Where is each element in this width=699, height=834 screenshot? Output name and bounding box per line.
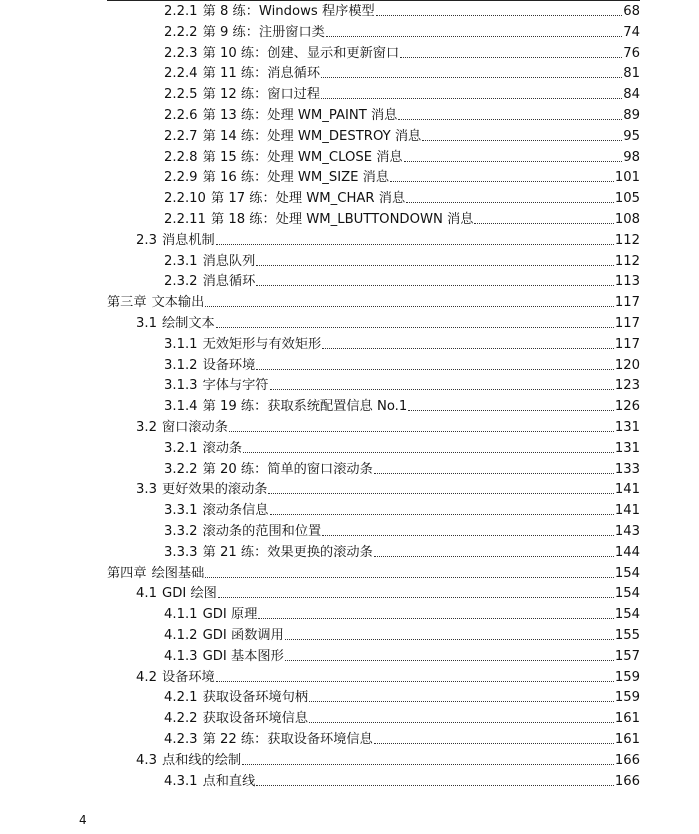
toc-dot-leader	[205, 306, 614, 307]
toc-entry-page: 155	[614, 628, 640, 643]
toc-entry-page: 154	[614, 607, 640, 623]
toc-entry-title: 获取设备环境句柄	[202, 690, 309, 706]
toc-entry-number: 4.1.3	[164, 648, 198, 664]
toc-dot-leader	[258, 618, 613, 619]
toc-entry-number: 2.2.4	[164, 66, 198, 82]
toc-entry-title: 滚动条的范围和位置	[202, 524, 322, 539]
toc-entry-page: 117	[614, 336, 640, 352]
toc-dot-leader	[285, 660, 614, 661]
toc-entry-number: 3.3.3	[164, 544, 198, 560]
toc-entry[interactable]	[164, 771, 640, 791]
toc-entry[interactable]	[164, 209, 640, 229]
toc-entry-number: 4.1	[136, 586, 157, 602]
toc-entry-page: 81	[623, 66, 640, 82]
toc-entry-title: 滚动条信息	[202, 503, 269, 519]
toc-entry[interactable]	[136, 479, 640, 499]
toc-entry-number: 3.1.1	[164, 336, 198, 352]
toc-entry[interactable]	[107, 563, 640, 583]
toc-entry[interactable]	[164, 604, 640, 624]
toc-entry-title: GDI 原理	[202, 607, 258, 623]
toc-entry[interactable]	[164, 1, 640, 21]
toc-entry[interactable]	[136, 583, 640, 603]
toc-entry-title: GDI 基本图形	[202, 648, 284, 664]
toc-entry-page: 117	[614, 316, 640, 331]
toc-dot-leader	[422, 140, 622, 141]
toc-entry-title: 窗口滚动条	[161, 420, 228, 435]
toc-entry-title: 第 9 练：注册窗口类	[202, 24, 325, 40]
toc-entry-title: 文本输出	[151, 295, 205, 311]
toc-entry-page: 98	[623, 149, 640, 165]
toc-entry-page: 95	[623, 128, 640, 144]
toc-entry-page: 161	[614, 711, 640, 727]
page-number: 4	[79, 813, 87, 827]
toc-entry[interactable]	[136, 313, 640, 333]
toc-entry[interactable]	[164, 271, 640, 291]
toc-entry-page: 154	[614, 586, 640, 602]
toc-entry-number: 2.2.8	[164, 149, 198, 165]
toc-entry[interactable]	[164, 500, 640, 520]
toc-dot-leader	[406, 202, 614, 203]
toc-entry-number: 2.2.9	[164, 170, 198, 186]
toc-entry[interactable]	[164, 708, 640, 728]
toc-entry-title: 无效矩形与有效矩形	[202, 336, 322, 352]
toc-entry-title: 第 19 练：获取系统配置信息 No.1	[202, 399, 408, 415]
toc-entry-number: 3.3.2	[164, 524, 198, 539]
toc-entry-title: 第 20 练：简单的窗口滚动条	[202, 461, 373, 477]
toc-entry[interactable]	[164, 167, 640, 187]
toc-entry-page: 120	[614, 357, 640, 373]
toc-entry-page: 123	[614, 378, 640, 394]
toc-entry[interactable]	[136, 230, 640, 250]
toc-entry-title: 第 16 练：处理 WM_SIZE 消息	[202, 170, 390, 186]
toc-entry[interactable]	[164, 84, 640, 104]
toc-entry[interactable]	[136, 750, 640, 770]
toc-entry-page: 105	[614, 191, 640, 207]
toc-entry-page: 126	[614, 399, 640, 415]
toc-entry[interactable]	[164, 43, 640, 63]
toc-entry-page: 101	[614, 170, 640, 186]
toc-dot-leader	[400, 57, 622, 58]
toc-entry-page: 76	[623, 45, 640, 61]
toc-entry-number: 2.3.1	[164, 253, 198, 269]
toc-dot-leader	[374, 743, 614, 744]
toc-entry[interactable]	[107, 292, 640, 312]
toc-entry-number: 2.3	[136, 232, 157, 248]
toc-entry-number: 2.2.11	[164, 212, 206, 227]
toc-dot-leader	[256, 285, 614, 286]
toc-entry-title: 第 11 练：消息循环	[202, 66, 321, 82]
toc-dot-leader	[256, 785, 614, 786]
toc-dot-leader	[256, 265, 614, 266]
toc-entry-title: 消息机制	[161, 232, 215, 248]
toc-entry-title: 获取设备环境信息	[202, 711, 309, 727]
toc-dot-leader	[322, 348, 614, 349]
toc-dot-leader	[216, 244, 614, 245]
toc-dot-leader	[216, 327, 614, 328]
toc-entry-number: 2.2.1	[164, 4, 198, 19]
toc-entry-title: 滚动条	[202, 440, 243, 456]
toc-dot-leader	[268, 493, 613, 494]
toc-entry[interactable]	[164, 459, 640, 479]
toc-entry-title: 第 10 练：创建、显示和更新窗口	[202, 45, 400, 61]
toc-entry-number: 3.3	[136, 482, 157, 498]
toc-entry-number: 4.3.1	[164, 773, 198, 789]
toc-entry-number: 3.2	[136, 420, 157, 435]
toc-entry-title: 第 12 练：窗口过程	[202, 87, 321, 103]
toc-dot-leader	[322, 535, 614, 536]
toc-entry-page: 112	[614, 253, 640, 269]
toc-entry-title: 第 13 练：处理 WM_PAINT 消息	[202, 108, 398, 123]
toc-entry-title: 消息队列	[202, 253, 256, 269]
toc-entry-page: 113	[614, 274, 640, 290]
toc-dot-leader	[408, 410, 614, 411]
toc-entry-number: 2.2.3	[164, 45, 198, 61]
toc-entry[interactable]	[164, 646, 640, 666]
toc-entry-title: 第 17 练：处理 WM_CHAR 消息	[210, 191, 406, 207]
toc-entry-page: 141	[614, 482, 640, 498]
toc-entry[interactable]	[164, 126, 640, 146]
toc-dot-leader	[270, 389, 614, 390]
toc-dot-leader	[474, 223, 613, 224]
toc-entry[interactable]	[164, 521, 640, 541]
toc-entry-title: 第 14 练：处理 WM_DESTROY 消息	[202, 128, 422, 144]
toc-entry-title: GDI 函数调用	[202, 628, 284, 643]
toc-dot-leader	[376, 15, 623, 16]
toc-dot-leader	[321, 77, 622, 78]
toc-entry[interactable]	[164, 542, 640, 562]
toc-dot-leader	[218, 597, 614, 598]
toc-entry-page: 166	[614, 773, 640, 789]
toc-entry-number: 4.2.2	[164, 711, 198, 727]
toc-dot-leader	[326, 36, 622, 37]
toc-entry-number: 4.3	[136, 752, 157, 768]
toc-entry-title: 第 8 练：Windows 程序模型	[202, 4, 375, 19]
toc-dot-leader	[374, 556, 614, 557]
toc-entry[interactable]	[136, 667, 640, 687]
toc-dot-leader	[270, 514, 614, 515]
toc-entry-number: 3.1.2	[164, 357, 198, 373]
toc-dot-leader	[390, 181, 614, 182]
toc-entry-page: 161	[614, 732, 640, 747]
toc-entry-page: 143	[614, 524, 640, 539]
toc-dot-leader	[321, 98, 622, 99]
toc-entry-title: 字体与字符	[202, 378, 269, 394]
toc-entry[interactable]	[164, 375, 640, 395]
toc-entry-page: 144	[614, 544, 640, 560]
toc-entry-number: 2.2.2	[164, 24, 198, 40]
toc-entry-page: 108	[614, 212, 640, 227]
toc-entry-page: 112	[614, 232, 640, 248]
toc-entry[interactable]	[164, 147, 640, 167]
toc-entry-number: 3.2.2	[164, 461, 198, 477]
toc-entry-title: 第 18 练：处理 WM_LBUTTONDOWN 消息	[210, 212, 474, 227]
toc-dot-leader	[243, 452, 614, 453]
toc-entry-number: 2.3.2	[164, 274, 198, 290]
toc-entry-page: 166	[614, 752, 640, 768]
toc-entry-title: 设备环境	[161, 669, 215, 685]
toc-entry-number: 3.3.1	[164, 503, 198, 519]
toc-dot-leader	[216, 681, 614, 682]
toc-entry-number: 4.2.3	[164, 732, 198, 747]
toc-dot-leader	[404, 161, 623, 162]
toc-entry-title: 第 22 练：获取设备环境信息	[202, 732, 373, 747]
toc-dot-leader	[205, 577, 614, 578]
toc-entry-number: 第三章	[107, 295, 147, 311]
toc-entry-number: 2.2.10	[164, 191, 206, 207]
toc-entry-title: 设备环境	[202, 357, 256, 373]
toc-entry-number: 3.1	[136, 316, 157, 331]
toc-entry-title: 点和直线	[202, 773, 256, 789]
toc-dot-leader	[398, 119, 622, 120]
toc-entry-number: 2.2.5	[164, 87, 198, 103]
toc-entry-page: 74	[623, 24, 640, 40]
toc-entry-page: 68	[623, 4, 640, 19]
toc-dot-leader	[285, 639, 614, 640]
toc-entry-page: 133	[614, 461, 640, 477]
toc-entry[interactable]	[164, 22, 640, 42]
toc-entry-page: 89	[623, 108, 640, 123]
toc-entry-title: 第 15 练：处理 WM_CLOSE 消息	[202, 149, 403, 165]
toc-entry[interactable]	[164, 63, 640, 83]
toc-entry[interactable]	[136, 417, 640, 437]
toc-entry-number: 3.1.4	[164, 399, 198, 415]
toc-entry-page: 131	[614, 440, 640, 456]
toc-entry[interactable]	[164, 251, 640, 271]
toc-entry-page: 154	[614, 565, 640, 581]
toc-entry-number: 4.2	[136, 669, 157, 685]
toc-dot-leader	[374, 473, 614, 474]
toc-dot-leader	[242, 764, 614, 765]
toc-entry[interactable]	[164, 355, 640, 375]
toc-entry-number: 第四章	[107, 565, 147, 581]
toc-entry-number: 3.1.3	[164, 378, 198, 394]
toc-entry[interactable]	[164, 438, 640, 458]
toc-entry-page: 141	[614, 503, 640, 519]
toc-dot-leader	[256, 369, 614, 370]
toc-entry-number: 4.2.1	[164, 690, 198, 706]
toc-entry[interactable]	[164, 687, 640, 707]
toc-entry-page: 131	[614, 420, 640, 435]
toc-entry-number: 2.2.7	[164, 128, 198, 144]
toc-entry-page: 159	[614, 690, 640, 706]
toc-entry[interactable]	[164, 625, 640, 645]
toc-entry-page: 117	[614, 295, 640, 311]
toc-entry-title: 第 21 练：效果更换的滚动条	[202, 544, 373, 560]
toc-dot-leader	[229, 431, 614, 432]
toc-entry-page: 84	[623, 87, 640, 103]
toc-entry-number: 2.2.6	[164, 108, 198, 123]
toc-entry-number: 3.2.1	[164, 440, 198, 456]
toc-entry-title: 绘制文本	[161, 316, 215, 331]
toc-entry-title: 绘图基础	[151, 565, 205, 581]
toc-entry[interactable]	[164, 105, 640, 125]
toc-entry[interactable]	[164, 334, 640, 354]
toc-dot-leader	[309, 701, 614, 702]
toc-entry-page: 159	[614, 669, 640, 685]
toc-entry-number: 4.1.1	[164, 607, 198, 623]
toc-entry-title: 更好效果的滚动条	[161, 482, 268, 498]
toc-entry[interactable]	[164, 188, 640, 208]
toc-entry[interactable]	[164, 729, 640, 749]
toc-entry-title: 消息循环	[202, 274, 256, 290]
toc-entry-title: GDI 绘图	[161, 586, 217, 602]
toc-entry-page: 157	[614, 648, 640, 664]
toc-entry-title: 点和线的绘制	[161, 752, 242, 768]
toc-entry[interactable]	[164, 396, 640, 416]
toc-dot-leader	[309, 722, 614, 723]
toc-entry-number: 4.1.2	[164, 628, 198, 643]
